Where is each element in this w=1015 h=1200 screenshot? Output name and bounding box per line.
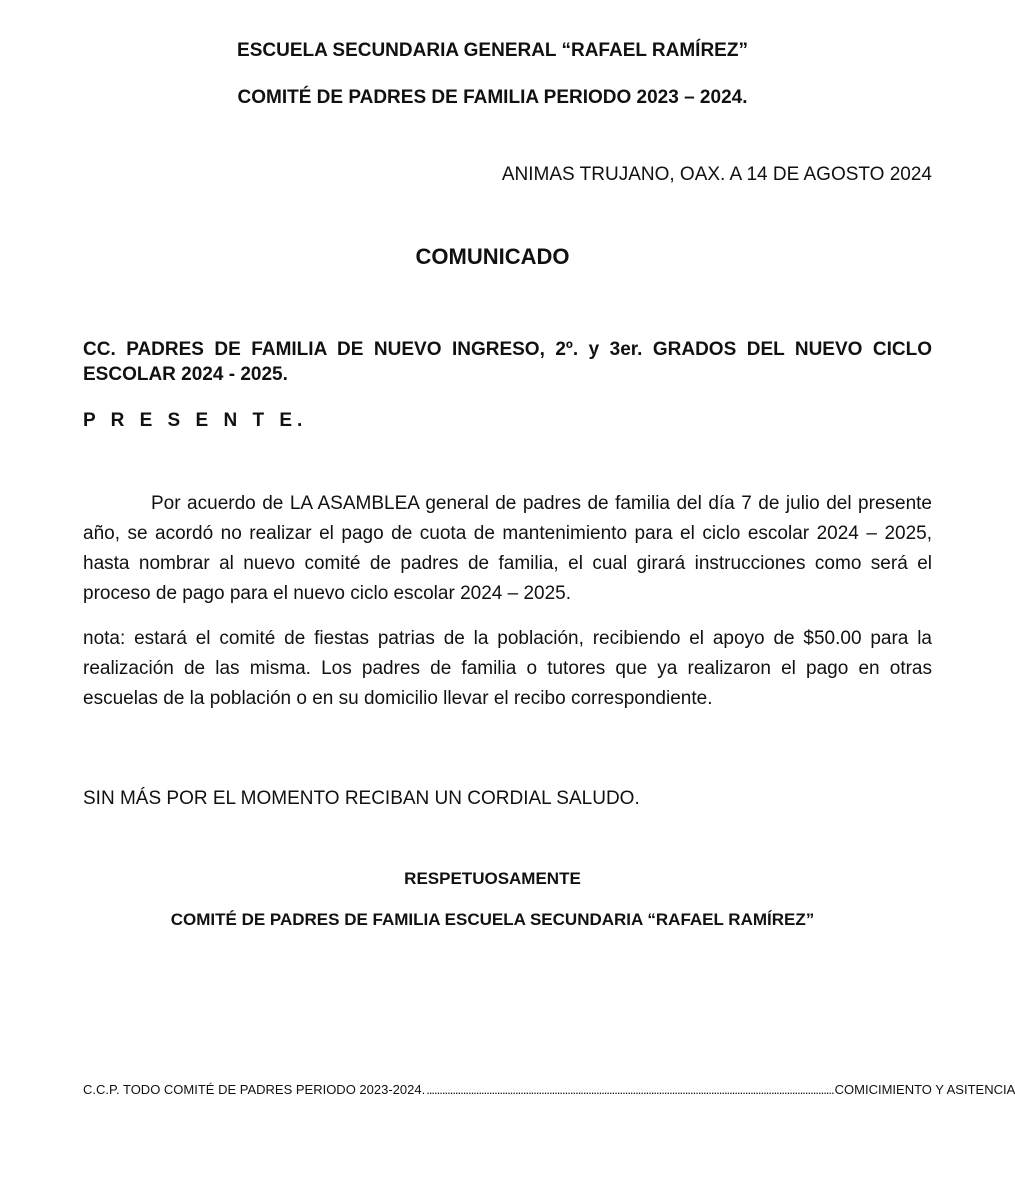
ccp-recipient: C.C.P. TODO COMITÉ DE PADRES PERIODO 2023-2024.: [83, 1082, 426, 1097]
carbon-copy-line: [83, 1082, 1015, 1097]
respectfully-heading: RESPETUOSAMENTE: [404, 869, 581, 888]
ccp-dot-leader: ............................................................................................................................................................: [426, 1082, 834, 1097]
committee-period-heading: COMITÉ DE PADRES DE FAMILIA PERIODO 2023 – 2024.: [237, 87, 748, 108]
document-title: COMUNICADO: [415, 244, 570, 269]
school-name-heading: ESCUELA SECUNDARIA GENERAL “RAFAEL RAMÍREZ”: [237, 40, 748, 61]
ccp-purpose: COMICIMIENTO Y ASITENCIA: [834, 1082, 1015, 1097]
addressee: CC. PADRES DE FAMILIA DE NUEVO INGRESO, 2º. y 3er. GRADOS DEL NUEVO CICLO ESCOLAR 2024 - 2025.: [83, 339, 932, 385]
signature-committee: COMITÉ DE PADRES DE FAMILIA ESCUELA SECUNDARIA “RAFAEL RAMÍREZ”: [170, 910, 815, 929]
place-date: ANIMAS TRUJANO, OAX. A 14 DE AGOSTO 2024: [501, 164, 932, 185]
salutation: P R E S E N T E.: [83, 410, 308, 431]
body-paragraph-agreement: Por acuerdo de LA ASAMBLEA general de padres de familia del día 7 de julio del presente año, se acordó no realizar el pago de cuota de mantenimiento para el ciclo escolar 2024 – 2025, hasta nombrar al nuevo comité de padres de familia, el cual girará instrucciones como será el proceso de pago para el nuevo ciclo escolar 2024 – 2025.: [83, 493, 932, 604]
closing-line: SIN MÁS POR EL MOMENTO RECIBAN UN CORDIAL SALUDO.: [83, 788, 640, 809]
body-paragraph-note: nota: estará el comité de fiestas patrias de la población, recibiendo el apoyo de $50.00 para la realización de las misma. Los padres de familia o tutores que ya realizaron el pago en otras escuelas de la población o en su domicilio llevar el recibo correspondiente.: [83, 628, 932, 709]
